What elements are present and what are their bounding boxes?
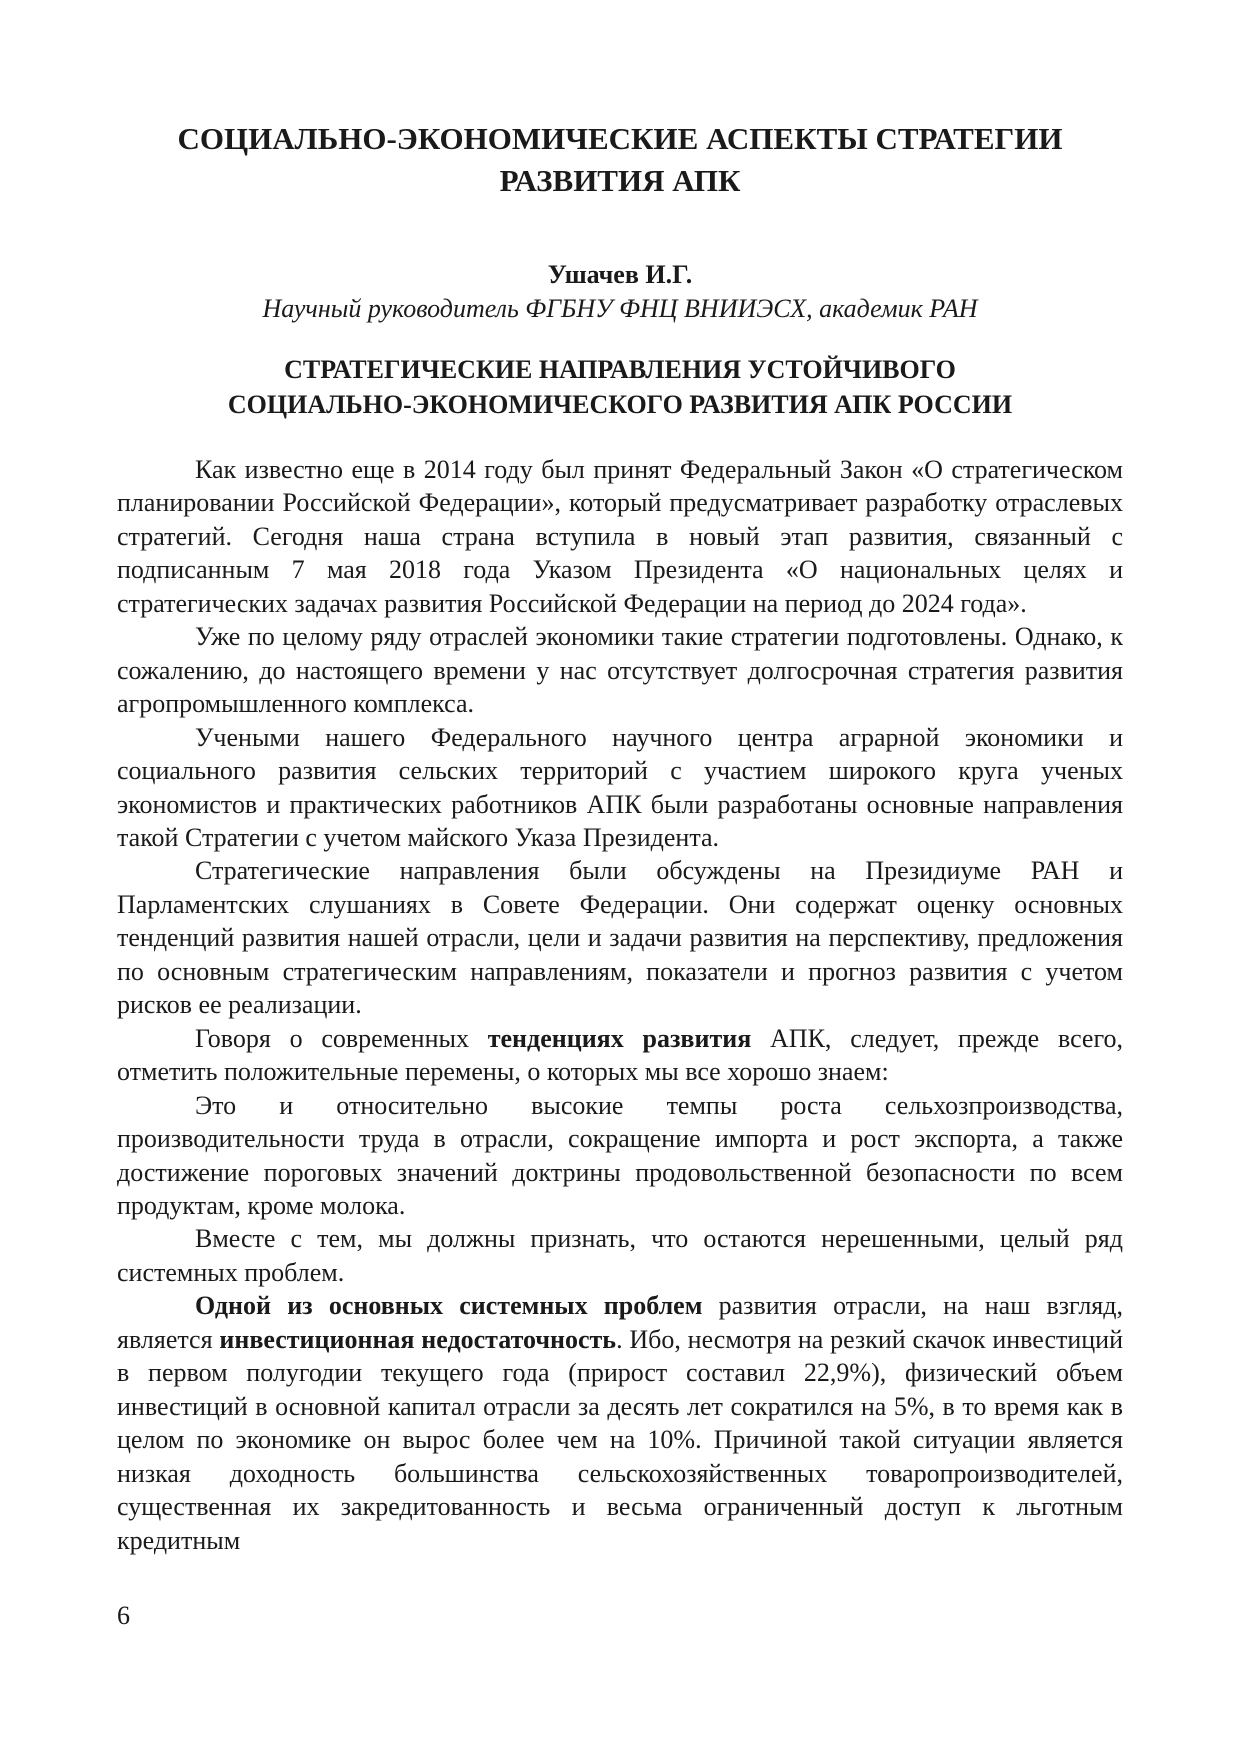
paper-title: [120, 352, 1120, 422]
paragraph-5-bold: тенденциях развития: [487, 1023, 752, 1053]
paragraph-5-text-a: Говоря о современных: [195, 1023, 488, 1053]
paragraph-8-text-b: . Ибо, несмотря на резкий скачок инвестиций в первом полугодии текущего года (прирост составил 22,9%), физический объем инвестиций в основной капитал отрасли за десять лет сократился на 5%, в то время как в целом по экономике он вырос более чем на 10%. Причиной такой ситуации является низкая доходность большинства сельскохозяйственных товаропроизводителей, существенная их закредитованность и весьма ограниченный доступ к льготным кредитным: [117, 1324, 1124, 1555]
section-title-line-1: СОЦИАЛЬНО-ЭКОНОМИЧЕСКИЕ АСПЕКТЫ СТРАТЕГИИ: [177, 121, 1063, 156]
author-affiliation: Научный руководитель ФГБНУ ФНЦ ВНИИЭСХ, академик РАН: [262, 294, 978, 323]
section-title: [120, 118, 1120, 202]
article-body: [117, 453, 1123, 1557]
paper-title-line-1: СТРАТЕГИЧЕСКИЕ НАПРАВЛЕНИЯ УСТОЙЧИВОГО: [284, 355, 956, 384]
paragraph-5: [117, 1022, 1123, 1089]
paragraph-3: Учеными нашего Федерального научного центра аграрной экономики и социального развития сельских территорий с участием широкого круга ученых экономистов и практических работников АПК были разработаны основные направления такой Стратегии с учетом майского Указа Президента.: [117, 722, 1123, 852]
paragraph-5-text-b: АПК, следует, прежде всего, отметить положительные перемены, о которых мы все хорошо знаем:: [117, 1023, 1123, 1087]
paragraph-7: Вместе с тем, мы должны признать, что остаются нерешенными, целый ряд системных проблем.: [117, 1224, 1123, 1287]
paragraph-8-bold-2: инвестиционная недостаточность: [219, 1324, 617, 1354]
section-title-line-2: РАЗВИТИЯ АПК: [499, 163, 741, 198]
paragraph-8-bold-1: Одной из основных системных проблем: [195, 1291, 703, 1321]
paragraph-6: Это и относительно высокие темпы роста сельхозпроизводства, производительности труда в отрасли, сокращение импорта и рост экспорта, а также достижение пороговых значений доктрины продовольственной безопасности по всем продуктам, кроме молока.: [117, 1090, 1123, 1220]
paragraph-8: [117, 1289, 1123, 1557]
paragraph-4: Стратегические направления были обсуждены на Президиуме РАН и Парламентских слушаниях в Совете Федерации. Они содержат оценку основных тенденций развития нашей отрасли, цели и задачи развития на перспективу, предложения по основным стратегическим направлениям, показатели и прогноз развития с учетом рисков ее реализации.: [117, 856, 1123, 1020]
paragraph-2: Уже по целому ряду отраслей экономики такие стратегии подготовлены. Однако, к сожалению, до настоящего времени у нас отсутствует долгосрочная стратегия развития агропромышленного комплекса.: [117, 622, 1123, 719]
paragraph-8-text-a: развития отрасли, на наш взгляд, является: [117, 1291, 1123, 1354]
author-name: Ушачев И.Г.: [547, 260, 693, 289]
paragraph-1: Как известно еще в 2014 году был принят Федеральный Закон «О стратегическом планировании Российской Федерации», который предусматривает разработку отраслевых стратегий. Сегодня наша страна вступила в новый этап развития, связанный с подписанным 7 мая 2018 года Указом Президента «О национальных целях и стратегических задачах развития Российской Федерации на период до 2024 года».: [117, 455, 1123, 618]
paper-title-line-2: СОЦИАЛЬНО-ЭКОНОМИЧЕСКОГО РАЗВИТИЯ АПК РОССИИ: [227, 390, 1013, 419]
page-number: 6: [117, 1601, 130, 1630]
